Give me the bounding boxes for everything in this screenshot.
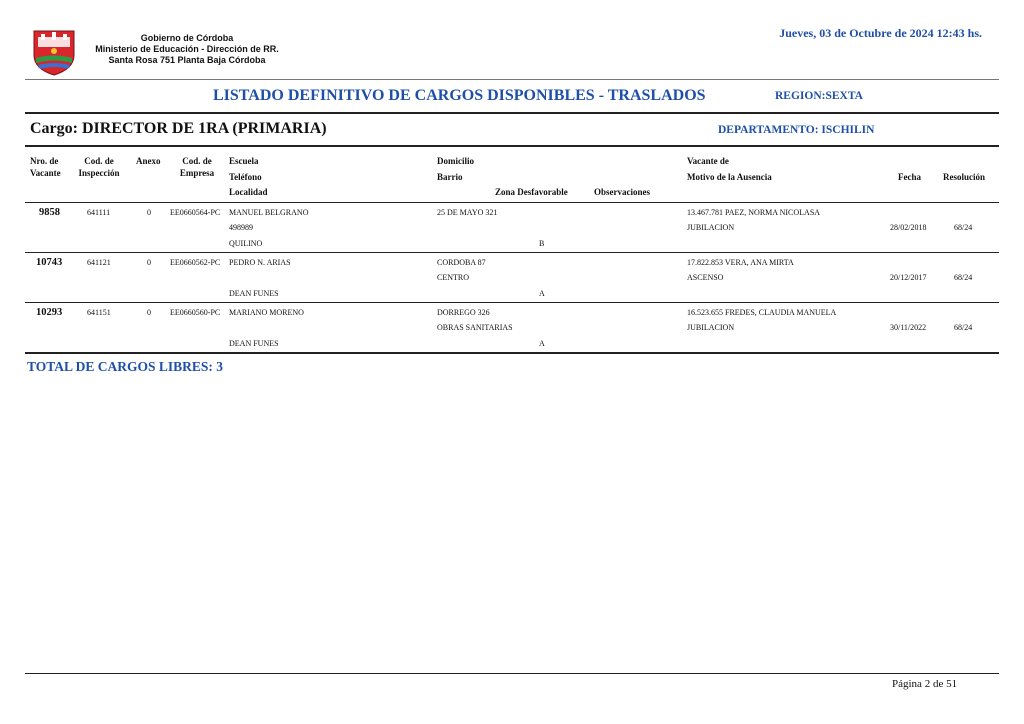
col-motivo: Motivo de la Ausencia: [687, 172, 772, 182]
col-localidad: Localidad: [229, 187, 268, 197]
row-inspeccion: 641121: [87, 258, 111, 267]
row-inspeccion: 641111: [87, 208, 111, 217]
col-resolucion: Resolución: [943, 172, 986, 182]
row-empresa: EE0660560-PC: [170, 308, 221, 317]
col-anexo: Anexo: [136, 156, 161, 166]
gov-ministry: Ministerio de Educación - Dirección de RR.: [95, 44, 279, 54]
page-number: Página 2 de 51: [892, 678, 958, 690]
col-barrio: Barrio: [437, 172, 463, 182]
row-divider: [25, 302, 999, 303]
row-barrio: OBRAS SANITARIAS: [437, 323, 513, 332]
row-escuela: MARIANO MORENO: [229, 308, 304, 317]
col-telefono: Teléfono: [229, 172, 262, 182]
col-escuela: Escuela: [229, 156, 259, 166]
col-vacante-de: Vacante de: [687, 156, 729, 166]
row-localidad: QUILINO: [229, 239, 263, 248]
col-domicilio: Domicilio: [437, 156, 474, 166]
row-divider: [25, 252, 999, 253]
page-title: LISTADO DEFINITIVO DE CARGOS DISPONIBLES - TRASLADOS: [213, 87, 706, 104]
row-motivo: JUBILACION: [687, 323, 735, 332]
row-vacante-de: 16.523.655 FREDES, CLAUDIA MANUELA: [687, 308, 837, 317]
col-zona: Zona Desfavorable: [495, 187, 568, 197]
row-domicilio: CORDOBA 87: [437, 258, 486, 267]
region-label: REGION:SEXTA: [775, 90, 863, 102]
row-resolucion: 68/24: [954, 273, 973, 282]
row-nro: 10293: [36, 307, 63, 318]
row-fecha: 20/12/2017: [890, 273, 927, 282]
gov-address: Santa Rosa 751 Planta Baja Córdoba: [108, 55, 266, 65]
row-vacante-de: 13.467.781 PAEZ, NORMA NICOLASA: [687, 208, 821, 217]
row-anexo: 0: [147, 258, 151, 267]
table-bottom-divider: [25, 352, 999, 354]
row-nro: 9858: [39, 207, 60, 218]
row-zona: B: [539, 239, 545, 248]
total-cargos: TOTAL DE CARGOS LIBRES: 3: [27, 359, 224, 374]
row-empresa: EE0660564-PC: [170, 208, 221, 217]
cargo-divider: [25, 145, 999, 147]
row-resolucion: 68/24: [954, 223, 973, 232]
row-nro: 10743: [36, 257, 63, 268]
title-divider: [25, 112, 999, 114]
cargo-title: Cargo: DIRECTOR DE 1RA (PRIMARIA): [30, 120, 327, 137]
row-motivo: ASCENSO: [687, 273, 724, 282]
row-fecha: 30/11/2022: [890, 323, 927, 332]
row-motivo: JUBILACION: [687, 223, 735, 232]
row-vacante-de: 17.822.853 VERA, ANA MIRTA: [687, 258, 794, 267]
row-localidad: DEAN FUNES: [229, 339, 279, 348]
header-divider: [25, 79, 999, 80]
row-localidad: DEAN FUNES: [229, 289, 279, 298]
row-inspeccion: 641151: [87, 308, 111, 317]
row-fecha: 28/02/2018: [890, 223, 927, 232]
departamento-label: DEPARTAMENTO: ISCHILIN: [718, 124, 875, 136]
row-zona: A: [539, 339, 545, 348]
col-observaciones: Observaciones: [594, 187, 650, 197]
row-escuela: MANUEL BELGRANO: [229, 208, 309, 217]
report-date: Jueves, 03 de Octubre de 2024 12:43 hs.: [779, 26, 982, 40]
row-domicilio: 25 DE MAYO 321: [437, 208, 498, 217]
row-barrio: CENTRO: [437, 273, 469, 282]
row-anexo: 0: [147, 208, 151, 217]
col-nro: Nro. de Vacante: [30, 156, 61, 178]
col-empresa: Cod. de Empresa: [179, 156, 215, 178]
row-zona: A: [539, 289, 545, 298]
col-fecha: Fecha: [898, 172, 921, 182]
row-empresa: EE0660562-PC: [170, 258, 221, 267]
row-escuela: PEDRO N. ARIAS: [229, 258, 291, 267]
row-telefono: 498989: [229, 223, 253, 232]
header-bottom-divider: [25, 202, 999, 203]
footer-divider: [25, 673, 999, 674]
gov-name: Gobierno de Córdoba: [140, 33, 234, 43]
row-resolucion: 68/24: [954, 323, 973, 332]
row-domicilio: DORREGO 326: [437, 308, 490, 317]
row-anexo: 0: [147, 308, 151, 317]
cordoba-coat-of-arms-icon: [28, 25, 80, 77]
col-inspeccion: Cod. de Inspección: [78, 156, 120, 178]
